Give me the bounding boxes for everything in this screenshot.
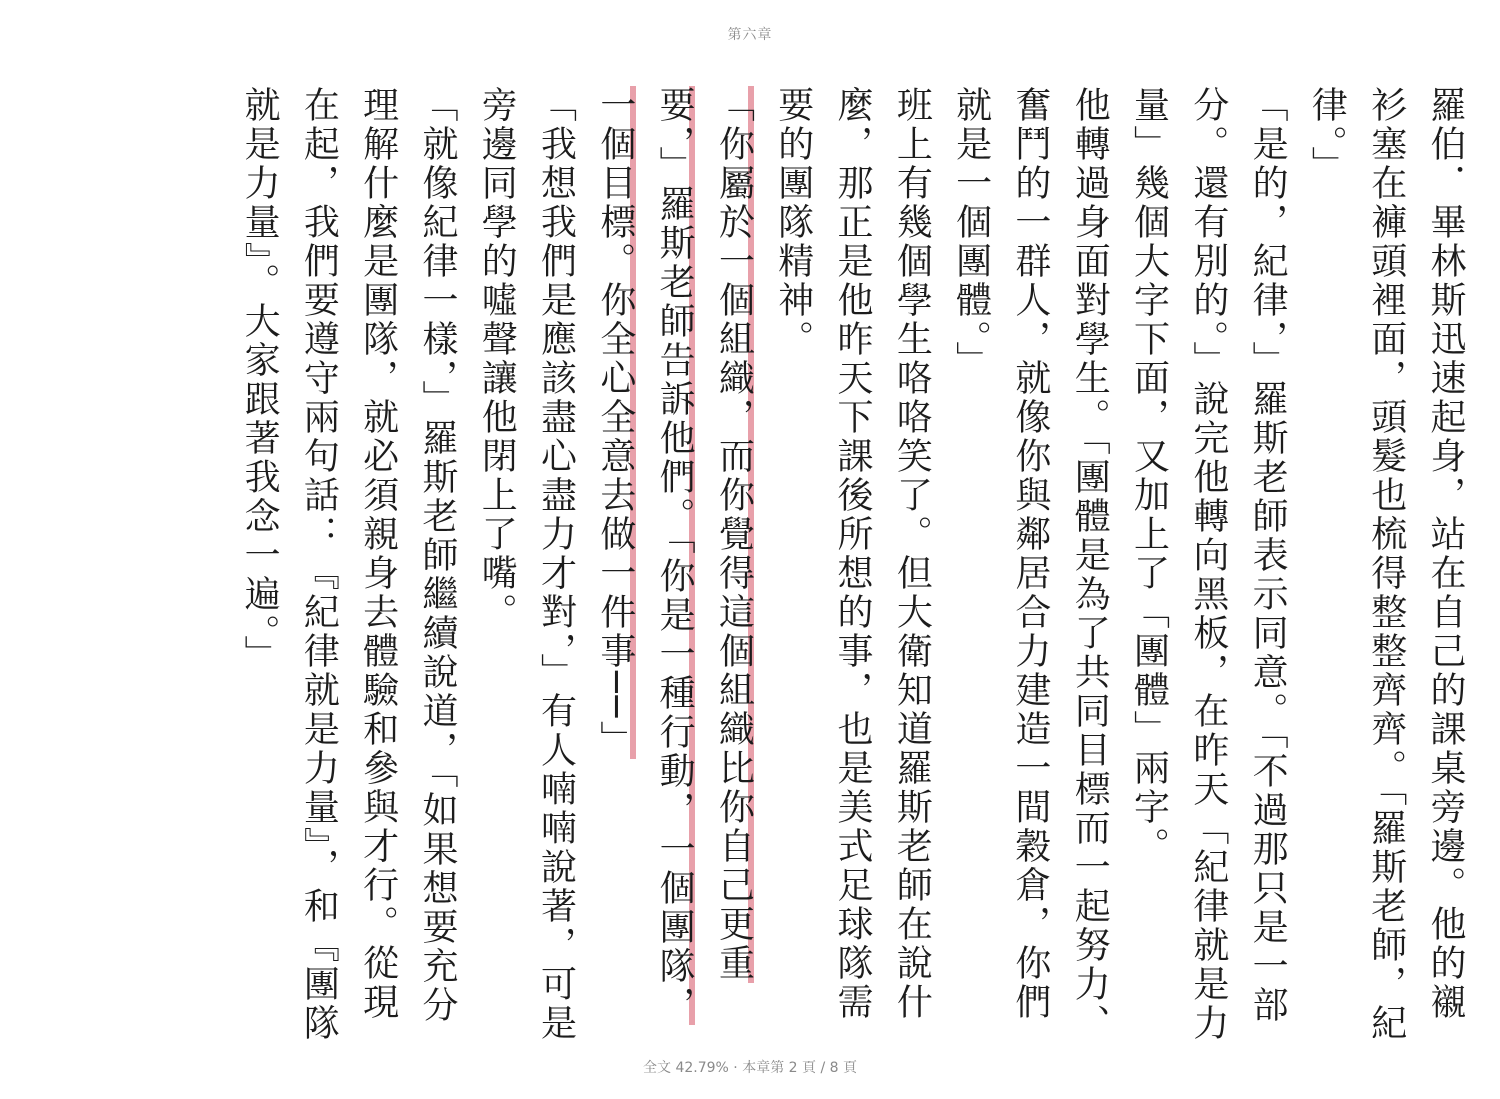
reading-progress-status: 全文 42.79% · 本章第 2 頁 / 8 頁 — [643, 1060, 857, 1076]
paragraph-2 — [1119, 86, 1297, 1046]
paragraph-1-text: 羅伯．畢林斯迅速起身，站在自己的課桌旁邊。他的襯衫塞在褲頭裡面，頭髮也梳得整整齊齊。「羅斯老師，紀律。」 — [1306, 86, 1466, 1043]
paragraph-3 — [941, 86, 1119, 1046]
paragraph-3-text: 他轉過身面對學生。「團體是為了共同目標而一起努力、奮鬥的一群人，就像你與鄰居合力建造一間穀倉，你們就是一個團體。」 — [950, 86, 1111, 1043]
paragraph-4-text: 班上有幾個學生咯咯笑了。但大衛知道羅斯老師在說什麼，那正是他昨天下課後所想的事，也是美式足球隊需要的團隊精神。 — [772, 86, 933, 1022]
paragraph-7 — [230, 86, 467, 1046]
paragraph-4 — [763, 86, 941, 1046]
chapter-title: 第六章 — [727, 27, 773, 43]
highlighted-passage[interactable]: 「你屬於一個組織，而你覺得這個組織比你自己更重要，」羅斯老師告訴他們。「你是一種行動，一個團隊，一個目標。你全心全意去做一件事──」 — [594, 86, 755, 1025]
book-text-column — [230, 86, 1475, 1046]
paragraph-1 — [1297, 86, 1475, 1046]
paragraph-2-text: 「是的，紀律，」羅斯老師表示同意。「不過那只是一部分。還有別的。」說完他轉向黑板，在昨天「紀律就是力量」幾個大字下面，又加上了「團體」兩字。 — [1128, 86, 1289, 1043]
reader-page[interactable] — [95, 86, 1475, 1046]
paragraph-6-text: 「我想我們是應該盡心盡力才對，」有人喃喃說著，可是旁邊同學的噓聲讓他閉上了嘴。 — [476, 86, 577, 1043]
paragraph-7-text: 「就像紀律一樣，」羅斯老師繼續說道，「如果想要充分理解什麼是團隊，就必須親身去體驗和參與才行。從現在起，我們要遵守兩句話：『紀律就是力量』，和『團隊就是力量』。大家跟著我念一遍。」 — [239, 86, 458, 1043]
paragraph-5 — [586, 86, 764, 1046]
paragraph-6 — [467, 86, 586, 1046]
